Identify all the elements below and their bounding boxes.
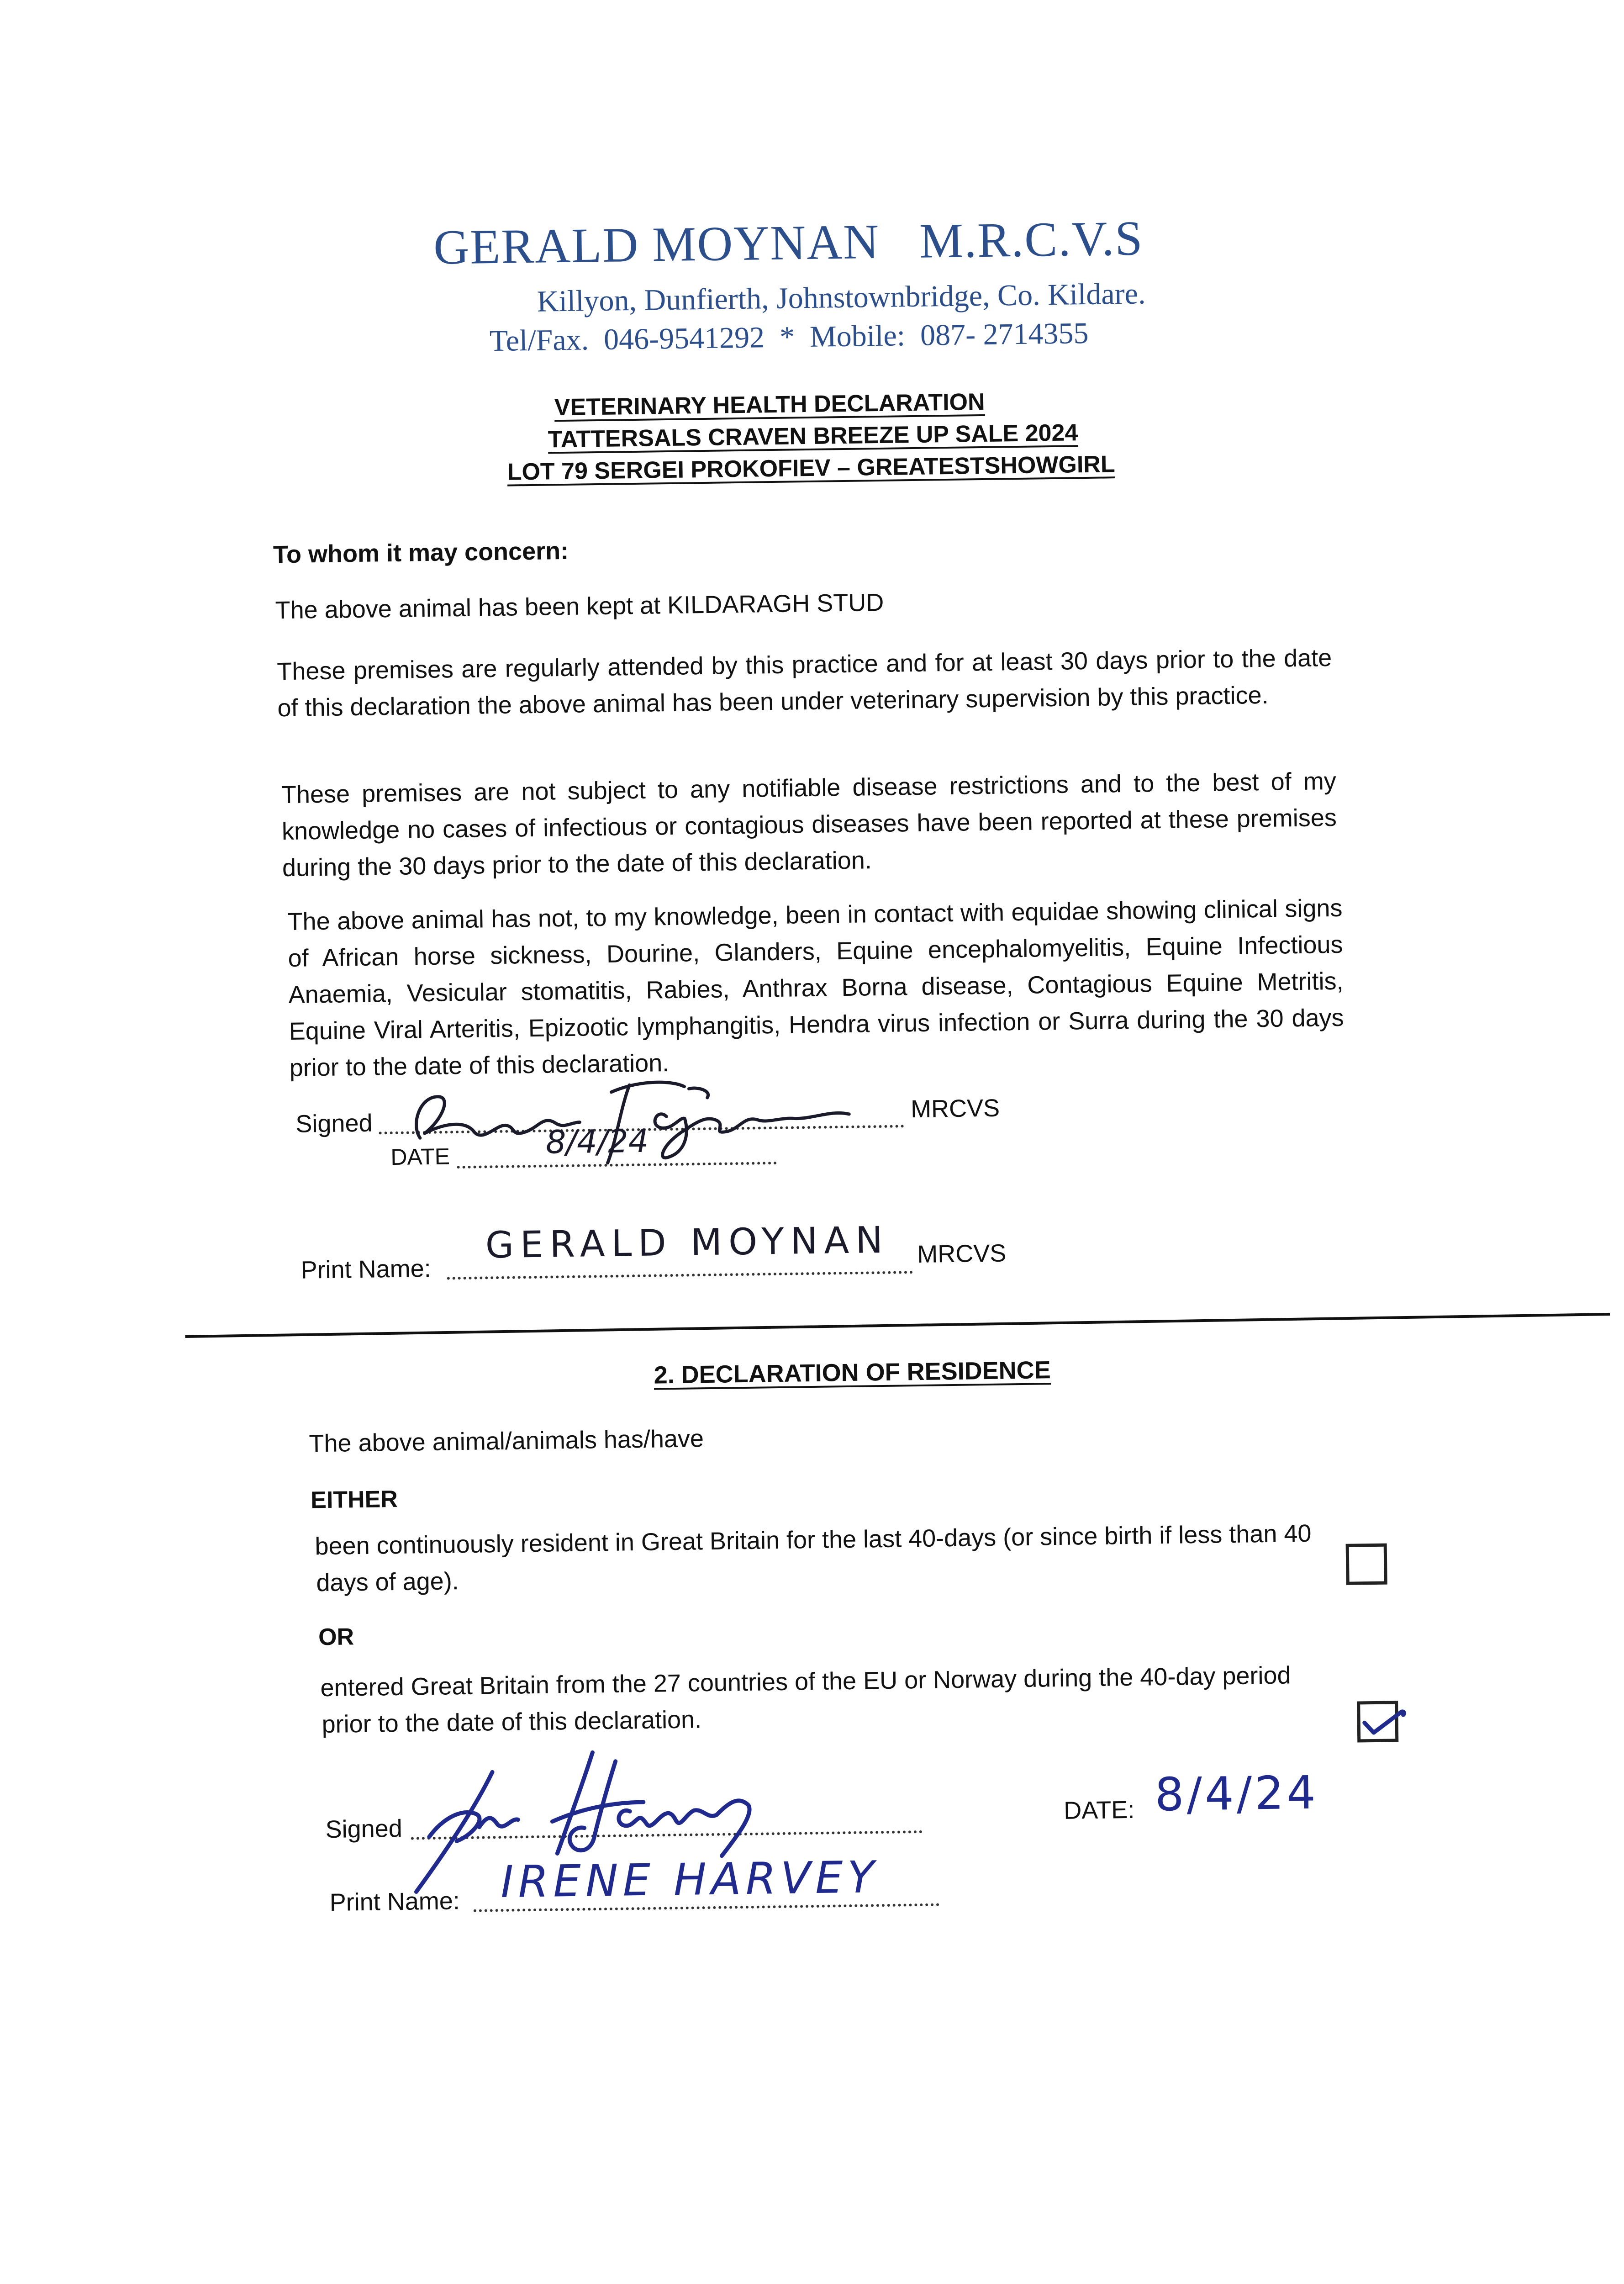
title-sale: TATTERSALS CRAVEN BREEZE UP SALE 2024 <box>548 419 1078 453</box>
option2-line1: entered Great Britain from the 27 countries of the EU or Norway during the 40-day period <box>320 1661 1291 1702</box>
diseases-paragraph: The above animal has not, to my knowledge, been in contact with equidae showing clinical signs of African horse sickness, Dourine, Glanders, Equine encephalomyelitis, Equine Infectious Anaemia, Vesicular stomatitis, Rabies, Anthrax Borna disease, Contagious Equine Metritis, Equine Viral Arteritis, Epizootic lymphangitis, Hendra virus infection or Surra during the 30 days prior to the date of this declaration. <box>287 894 1344 1082</box>
either-label: EITHER <box>310 1486 398 1514</box>
checkmark-icon <box>1357 1699 1408 1741</box>
mrcvs-suffix-print: MRCVS <box>917 1239 1007 1269</box>
title-declaration: VETERINARY HEALTH DECLARATION <box>554 388 985 421</box>
signed-label-owner: Signed <box>325 1814 403 1844</box>
residence-heading: 2. DECLARATION OF RESIDENCE <box>654 1356 1051 1389</box>
section-divider <box>185 1313 1610 1338</box>
option1-checkbox[interactable] <box>1346 1544 1387 1585</box>
option2-line2: prior to the date of this declaration. <box>322 1706 702 1739</box>
signed-label-vet: Signed <box>295 1109 373 1138</box>
date-value-owner: 8/4/24 <box>1155 1766 1319 1822</box>
print-name-label-vet: Print Name: <box>301 1254 432 1284</box>
date-value-vet: 8/4/24 <box>545 1122 649 1161</box>
letterhead-phone: Tel/Fax. 046-9541292 * Mobile: 087- 2714355 <box>489 316 1089 358</box>
letterhead-address: Killyon, Dunfierth, Johnstownbridge, Co. Kildare. <box>537 277 1146 318</box>
mrcvs-suffix-signed: MRCVS <box>910 1094 1000 1123</box>
letterhead-name: GERALD MOYNAN M.R.C.V.S <box>433 211 1144 275</box>
supervision-paragraph: These premises are regularly attended by this practice and for at least 30 days prior to the date of this declaration the above animal has been under veterinary supervision by this practice. <box>277 644 1332 722</box>
date-label-owner: DATE: <box>1063 1796 1135 1824</box>
print-name-value-vet: GERALD MOYNAN <box>485 1218 890 1267</box>
option1-line1: been continuously resident in Great Britain for the last 40-days (or since birth if less than 40 <box>315 1519 1312 1560</box>
greeting: To whom it may concern: <box>273 537 569 569</box>
title-lot: LOT 79 SERGEI PROKOFIEV – GREATESTSHOWGIRL <box>507 451 1115 486</box>
print-name-label-owner: Print Name: <box>329 1887 460 1916</box>
restrictions-paragraph: These premises are not subject to any notifiable disease restrictions and to the best of my knowledge no cases of infectious or contagious diseases have been reported at these premises during the 30 days prior to the date of this declaration. <box>281 767 1337 882</box>
option2-checkbox[interactable] <box>1357 1701 1398 1742</box>
residence-intro: The above animal/animals has/have <box>309 1425 704 1458</box>
or-label: OR <box>318 1623 354 1651</box>
print-name-value-owner: IRENE HARVEY <box>500 1851 879 1908</box>
option1-line2: days of age). <box>316 1567 459 1597</box>
kept-at-statement: The above animal has been kept at KILDARAGH STUD <box>275 588 884 624</box>
date-label-vet: DATE <box>390 1143 450 1170</box>
print-name-line-vet <box>447 1266 913 1279</box>
